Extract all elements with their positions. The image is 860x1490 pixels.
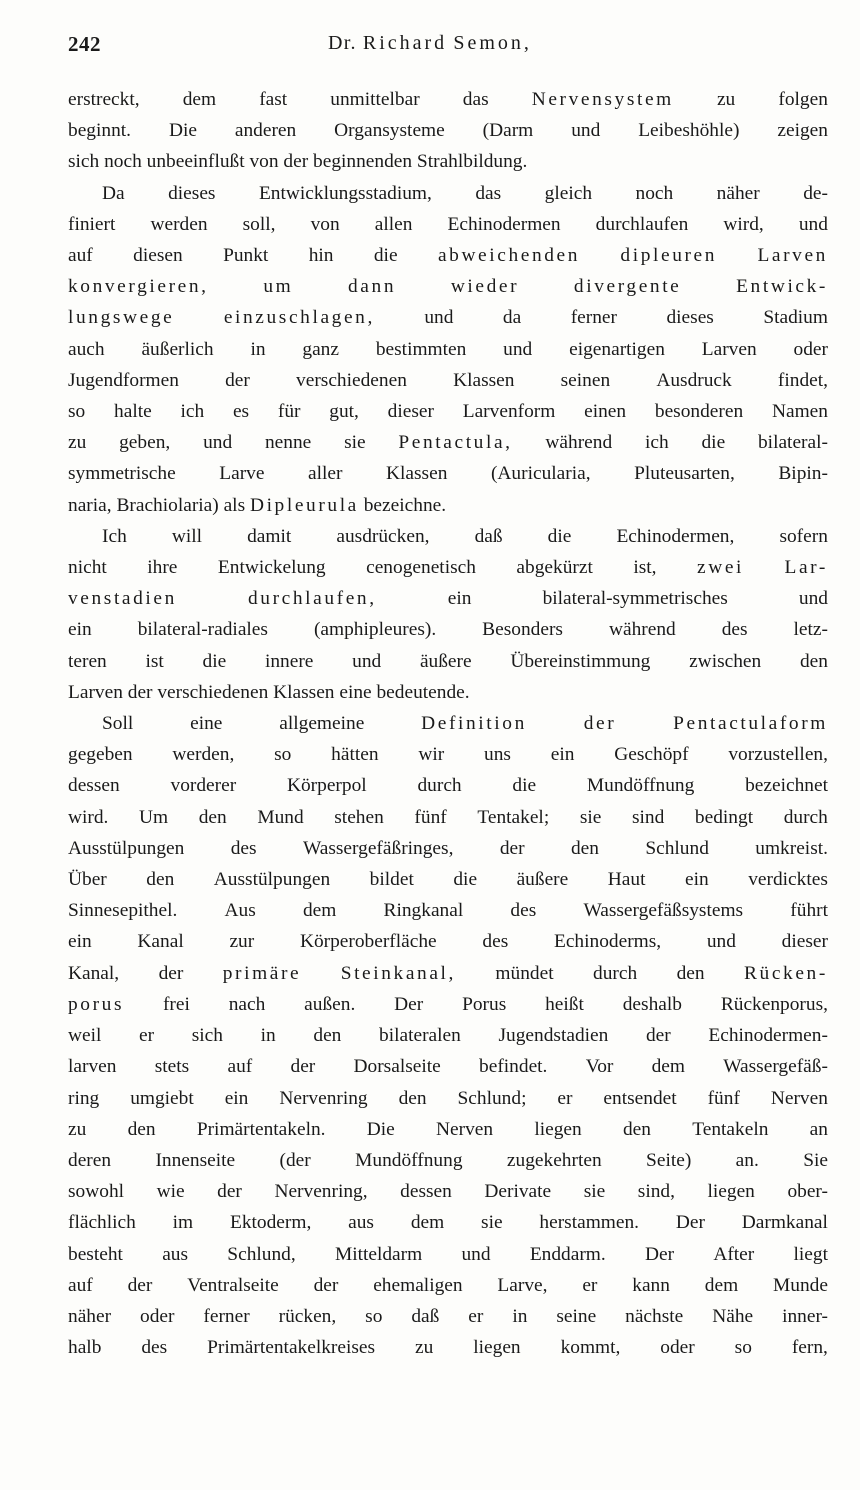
text-line: ring umgiebt ein Nervenring den Schlund; er entsendet fünf Nerven xyxy=(68,1087,828,1109)
running-title-prefix: Dr. xyxy=(328,32,363,54)
text-line: besteht aus Schlund, Mitteldarm und Enddarm. Der After liegt xyxy=(68,1243,828,1265)
text-line: Soll eine allgemeine Definition der Pentactulaform xyxy=(102,713,828,735)
text-line: Über den Ausstülpungen bildet die äußere Haut ein verdicktes xyxy=(68,869,828,891)
page-number: 242 xyxy=(68,32,101,56)
text-line: naria, Brachiolaria) als Dipleurula bezeichne. xyxy=(68,494,447,516)
text-line: zu geben, und nenne sie Pentactula, während ich die bilateral- xyxy=(68,432,828,454)
text-line: sich noch unbeeinflußt von der beginnenden Strahlbildung. xyxy=(68,151,528,173)
running-title-author-first: Richard xyxy=(362,32,448,54)
text-line: beginnt. Die anderen Organsysteme (Darm und Leibeshöhle) zeigen xyxy=(68,120,828,142)
paragraph xyxy=(68,708,828,1363)
text-line: lungswege einzuschlagen, und da ferner dieses Stadium xyxy=(68,307,828,329)
text-line: weil er sich in den bilateralen Jugendstadien der Echinodermen- xyxy=(68,1025,828,1047)
text-line: nicht ihre Entwickelung cenogenetisch abgekürzt ist, zwei Lar- xyxy=(68,557,828,579)
body-text xyxy=(68,84,828,1363)
text-line: Sinnesepithel. Aus dem Ringkanal des Wassergefäßsystems führt xyxy=(68,900,828,922)
text-line: konvergieren, um dann wieder divergente Entwick- xyxy=(68,276,828,298)
text-line: Jugendformen der verschiedenen Klassen seinen Ausdruck findet, xyxy=(68,369,828,391)
running-title xyxy=(68,32,792,55)
text-line: finiert werden soll, von allen Echinodermen durchlaufen wird, und xyxy=(68,213,828,235)
text-line: wird. Um den Mund stehen fünf Tentakel; sie sind bedingt durch xyxy=(68,806,828,828)
text-line: auf diesen Punkt hin die abweichenden dipleuren Larven xyxy=(68,245,828,267)
text-line: porus frei nach außen. Der Porus heißt deshalb Rückenporus, xyxy=(68,993,828,1015)
paragraph xyxy=(68,84,828,178)
text-line: erstreckt, dem fast unmittelbar das Nervensystem zu folgen xyxy=(68,89,828,110)
text-line: teren ist die innere und äußere Übereinstimmung zwischen den xyxy=(68,650,828,672)
text-line: ein Kanal zur Körperoberfläche des Echinoderms, und dieser xyxy=(68,931,828,953)
text-line: Ich will damit ausdrücken, daß die Echinodermen, sofern xyxy=(102,525,828,547)
text-line: larven stets auf der Dorsalseite befindet. Vor dem Wassergefäß- xyxy=(68,1056,828,1078)
text-line: ein bilateral-radiales (amphipleures). Besonders während des letz- xyxy=(68,619,828,641)
text-line: flächlich im Ektoderm, aus dem sie herstammen. Der Darmkanal xyxy=(68,1212,828,1234)
text-line: Da dieses Entwicklungsstadium, das gleich noch näher de- xyxy=(102,182,828,204)
text-line: Kanal, der primäre Steinkanal, mündet durch den Rücken- xyxy=(68,962,828,984)
text-line: Larven der verschiedenen Klassen eine bedeutende. xyxy=(68,681,470,703)
text-line: näher oder ferner rücken, so daß er in seine nächste Nähe inner- xyxy=(68,1305,828,1327)
text-line: zu den Primärtentakeln. Die Nerven liegen den Tentakeln an xyxy=(68,1118,828,1140)
text-line: Ausstülpungen des Wassergefäßringes, der den Schlund umkreist. xyxy=(68,837,828,859)
text-line: sowohl wie der Nervenring, dessen Derivate sie sind, liegen ober- xyxy=(68,1181,828,1203)
text-line: auch äußerlich in ganz bestimmten und eigenartigen Larven oder xyxy=(68,338,828,360)
text-line: so halte ich es für gut, dieser Larvenform einen besonderen Namen xyxy=(68,401,828,423)
text-line: symmetrische Larve aller Klassen (Auricularia, Pluteusarten, Bipin- xyxy=(68,463,828,485)
text-line: deren Innenseite (der Mundöffnung zugekehrten Seite) an. Sie xyxy=(68,1149,828,1171)
text-line: dessen vorderer Körperpol durch die Mundöffnung bezeichnet xyxy=(68,775,828,797)
text-line: venstadien durchlaufen, ein bilateral-symmetrisches und xyxy=(68,588,828,610)
paragraph xyxy=(68,178,828,521)
running-title-author-last: Semon, xyxy=(453,32,532,54)
text-line: halb des Primärtentakelkreises zu liegen kommt, oder so fern, xyxy=(68,1337,828,1359)
paragraph xyxy=(68,521,828,708)
text-line: auf der Ventralseite der ehemaligen Larve, er kann dem Munde xyxy=(68,1274,828,1296)
page-header xyxy=(68,32,792,62)
text-line: gegeben werden, so hätten wir uns ein Geschöpf vorzustellen, xyxy=(68,744,828,766)
